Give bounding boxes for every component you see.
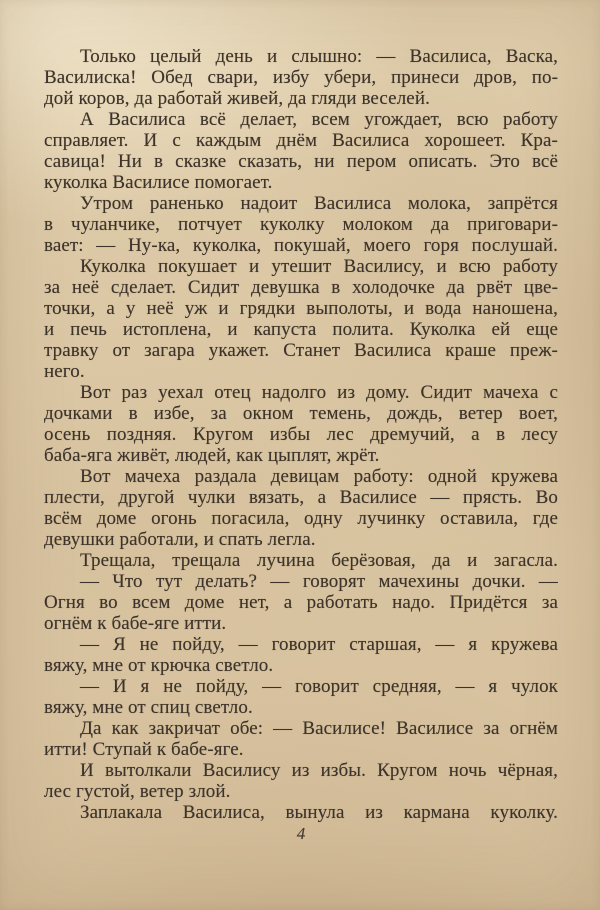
text-line: — Я не пойду, — говорит старшая, — я кружева bbox=[80, 634, 558, 655]
text-line: плести, другой чулки вязать, а Василисе — прясть. Во bbox=[44, 487, 558, 508]
text-line: Вот раз уехал отец надолго из дому. Сидит мачеха с bbox=[80, 382, 558, 403]
text-line: дой коров, да работай живей, да гляди веселей. bbox=[44, 88, 430, 109]
text-line: Трещала, трещала лучина берёзовая, да и загасла. bbox=[80, 550, 558, 571]
page-text bbox=[44, 46, 558, 823]
text-line: — Что тут делать? — говорят мачехины дочки. — bbox=[80, 571, 558, 592]
page-number: 4 bbox=[296, 824, 306, 843]
text-line: осень поздняя. Кругом избы лес дремучий, а в лесу bbox=[44, 424, 558, 445]
text-line: Утром раненько надоит Василиса молока, запрётся bbox=[80, 193, 558, 214]
text-line: дочками в избе, за окном темень, дождь, ветер воет, bbox=[44, 403, 558, 424]
paragraph bbox=[44, 550, 558, 571]
text-line: А Василиса всё делает, всем угождает, всю работу bbox=[80, 109, 558, 130]
text-line: Только целый день и слышно: — Василиса, Васка, bbox=[80, 46, 558, 67]
text-line: в чуланчике, потчует куколку молоком да приговари- bbox=[44, 214, 558, 235]
paragraph bbox=[44, 718, 558, 760]
text-line: И вытолкали Василису из избы. Кругом ночь чёрная, bbox=[80, 760, 558, 781]
paragraph bbox=[44, 193, 558, 256]
paragraph bbox=[44, 571, 558, 634]
text-line: итти! Ступай к бабе-яге. bbox=[44, 739, 244, 760]
text-line: вяжу, мне от крючка светло. bbox=[44, 655, 274, 676]
text-line: — И я не пойду, — говорит средняя, — я чулок bbox=[80, 676, 558, 697]
text-line: девушки работали, и спать легла. bbox=[44, 529, 316, 550]
paragraph bbox=[44, 676, 558, 718]
text-line: Огня во всем доме нет, а работать надо. Придётся за bbox=[44, 592, 558, 613]
text-line: за неё сделает. Сидит девушка в холодочке да рвёт цве- bbox=[44, 277, 558, 298]
paragraph bbox=[44, 466, 558, 550]
text-line: лес густой, ветер злой. bbox=[44, 781, 231, 802]
paragraph bbox=[44, 760, 558, 802]
text-line: Заплакала Василиса, вынула из кармана куколку. bbox=[80, 802, 558, 823]
text-line: Вот мачеха раздала девицам работу: одной кружева bbox=[80, 466, 558, 487]
text-line: вает: — Ну-ка, куколка, покушай, моего горя послушай. bbox=[44, 235, 558, 256]
text-line: всём доме огонь погасила, одну лучинку оставила, где bbox=[44, 508, 558, 529]
paragraph bbox=[44, 634, 558, 676]
text-line: Василиска! Обед свари, избу убери, принеси дров, по- bbox=[44, 67, 558, 88]
paragraph bbox=[44, 256, 558, 382]
text-line: травку от загара укажет. Станет Василиса краше преж- bbox=[44, 340, 558, 361]
text-line: Куколка покушает и утешит Василису, и всю работу bbox=[80, 256, 558, 277]
text-line: вяжу, мне от спиц светло. bbox=[44, 697, 253, 718]
text-line: савица! Ни в сказке сказать, ни пером описать. Это всё bbox=[44, 151, 558, 172]
paragraph bbox=[44, 109, 558, 193]
text-line: Да как закричат обе: — Василисе! Василисе за огнём bbox=[80, 718, 558, 739]
paragraph bbox=[44, 382, 558, 466]
paragraph bbox=[44, 46, 558, 109]
paragraph bbox=[44, 802, 558, 823]
text-line: точки, а у неё уж и грядки выполоты, и вода наношена, bbox=[44, 298, 558, 319]
text-line: и печь истоплена, и капуста полита. Куколка ей еще bbox=[44, 319, 558, 340]
text-line: справляет. И с каждым днём Василиса хорошеет. Кра- bbox=[44, 130, 558, 151]
text-line: баба-яга живёт, людей, как цыплят, жрёт. bbox=[44, 445, 380, 466]
text-line: огнём к бабе-яге итти. bbox=[44, 613, 227, 634]
text-line: куколка Василисе помогает. bbox=[44, 172, 273, 193]
text-line: него. bbox=[44, 361, 85, 382]
